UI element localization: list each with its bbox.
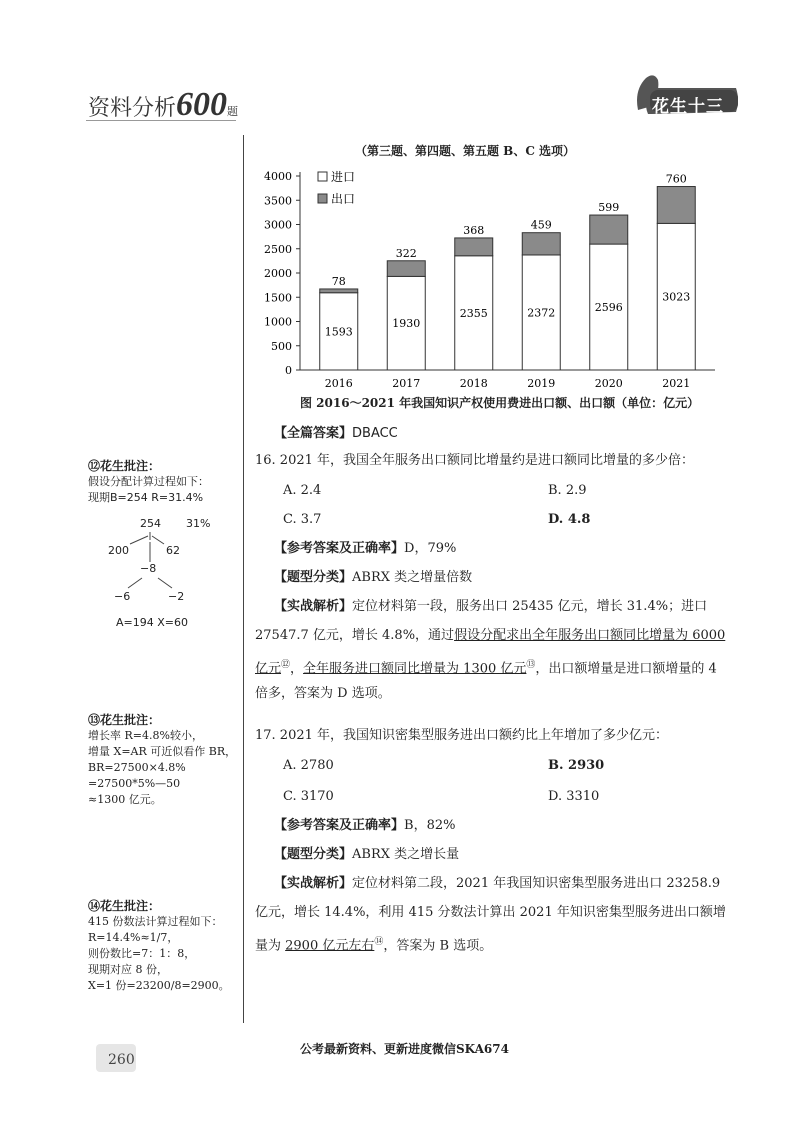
tree-value-minus8: −8 [140, 562, 157, 575]
bar-label-export: 760 [665, 172, 687, 186]
q17-stem: 17. 2021 年，我国知识密集型服务进出口额约比上年增加了多少亿元： [255, 728, 669, 743]
y-tick-label: 3500 [264, 194, 292, 208]
q16-analysis-text2b: 假设分配求出全年服务出口额同比增量为 6000 [454, 628, 726, 643]
bar-label-export: 459 [530, 218, 552, 232]
margin-rule [243, 135, 244, 1023]
legend-swatch-import [318, 172, 327, 181]
q17-analysis-text3b: 2900 亿元左右 [285, 938, 375, 954]
x-tick-label: 2016 [324, 377, 353, 390]
q16-stem: 16. 2021 年，我国全年服务出口额同比增量约是进口额同比增量的多少倍： [255, 453, 695, 468]
note-13-line: =27500*5%—50 [88, 777, 181, 790]
bar-label-export: 368 [463, 223, 485, 237]
y-tick-label: 4000 [264, 170, 292, 183]
q16-ref-label: 【参考答案及正确率】 [274, 541, 405, 556]
page-number: 260 [108, 1052, 135, 1068]
note-14-line: R=14.4%≈1/7， [88, 931, 179, 944]
bar-export [590, 215, 628, 244]
note-13-title: ⑬花生批注： [88, 713, 161, 727]
bar-label-import: 1930 [392, 317, 421, 331]
q17-analysis-line3 [255, 928, 492, 960]
note-13-line: 增长率 R=4.8%较小， [88, 729, 203, 742]
full-answers-value: DBACC [352, 426, 398, 441]
bar-export [455, 238, 493, 256]
q16-analysis-text3a: 亿元 [255, 661, 282, 677]
x-tick-label: 2018 [459, 377, 488, 390]
bar-label-import: 3023 [662, 290, 691, 304]
q17-analysis-text1: 定位材料第二段，2021 年我国知识密集型服务进出口 23258.9 [352, 876, 721, 891]
q17-analysis-label: 【实战解析】 [274, 876, 353, 891]
bar-export [320, 289, 358, 293]
note-12 [88, 458, 209, 506]
note-12-line: 假设分配计算过程如下： [88, 475, 209, 488]
note-12-title: ⑫花生批注： [88, 459, 161, 473]
q17-type-label: 【题型分类】 [274, 847, 353, 862]
y-tick-label: 3000 [264, 218, 292, 232]
legend-label-import: 进口 [331, 170, 356, 184]
y-tick-label: 2500 [264, 242, 292, 256]
tree-value-31pct: 31% [186, 517, 211, 530]
tree-value-62: 62 [166, 544, 180, 557]
tree-value-200: 200 [108, 544, 129, 557]
legend-label-export: 出口 [331, 192, 356, 206]
header-rule [86, 120, 236, 121]
footer-text: 公考最新资料、更新进度微信SKA674 [300, 1042, 509, 1056]
q16-ref-value: D，79% [404, 541, 457, 556]
tree-result: A=194 X=60 [116, 616, 188, 629]
y-tick-label: 2000 [264, 267, 292, 280]
q16-option-a: A. 2.4 [283, 483, 322, 498]
note-12-line: 现期B=254 R=31.4% [88, 491, 204, 504]
book-suffix: 题 [227, 105, 239, 118]
q16-analysis-line4: 倍多，答案为 D 选项。 [255, 686, 391, 701]
q16-type-label: 【题型分类】 [274, 570, 353, 585]
q17-analysis-text3c: ，答案为 B 选项。 [383, 938, 493, 954]
allocation-tree-diagram [100, 512, 240, 630]
q16-note-ref-12: ⑫ [281, 660, 291, 670]
note-14 [88, 898, 230, 994]
q16-option-b: B. 2.9 [548, 483, 587, 498]
q17-option-d: D. 3310 [548, 789, 600, 804]
bar-label-import: 1593 [324, 325, 353, 339]
note-14-line: 现期对应 8 份， [88, 963, 168, 976]
q16-type-value: ABRX 类之增量倍数 [352, 570, 473, 585]
q17-type-value: ABRX 类之增长量 [352, 847, 460, 862]
q17-option-c: C. 3170 [283, 789, 334, 804]
bar-label-export: 78 [331, 274, 346, 288]
q17-type [274, 841, 459, 869]
chart-caption-top: （第三题、第四题、第五题 B、C 选项） [355, 144, 576, 158]
tree-value-254: 254 [140, 517, 161, 530]
book-number: 600 [176, 86, 228, 123]
note-14-line: 则份数比=7：1：8， [88, 947, 196, 960]
y-tick-label: 1000 [264, 315, 292, 329]
bar-export [522, 233, 560, 255]
book-title-text: 资料分析 [88, 96, 177, 121]
y-tick-label: 1500 [264, 291, 292, 305]
x-tick-label: 2019 [527, 377, 556, 390]
q16-analysis-text1: 定位材料第一段，服务出口 25435 亿元，增长 31.4%；进口 [352, 599, 708, 614]
y-tick-label: 500 [271, 339, 292, 353]
note-14-line: 415 份数法计算过程如下： [88, 915, 223, 928]
book-title [88, 86, 238, 124]
tree-value-minus6: −6 [114, 590, 131, 603]
y-tick-label: 0 [285, 364, 292, 377]
q16-type [274, 564, 472, 592]
bars [320, 173, 696, 390]
bar-label-import: 2372 [527, 306, 556, 320]
bar-label-export: 322 [395, 246, 417, 260]
q16-option-c: C. 3.7 [283, 512, 322, 527]
note-13-line: ≈1300 亿元。 [88, 793, 162, 806]
bar-export [657, 187, 695, 224]
x-tick-label: 2020 [594, 377, 623, 390]
full-answers-line [274, 420, 398, 448]
q16-analysis-line1 [274, 593, 707, 621]
q16-note-ref-13: ⑬ [526, 660, 536, 670]
note-13-line: 增量 X=AR 可近似看作 BR， [88, 745, 237, 758]
bar-chart [255, 160, 725, 392]
note-14-title: ⑭花生批注： [88, 899, 161, 913]
full-answers-label: 【全篇答案】 [274, 426, 353, 441]
logo-text: 花生十三 [652, 97, 724, 117]
tree-value-minus2: −2 [168, 590, 185, 603]
bar-label-export: 599 [598, 201, 620, 215]
bar-label-import: 2596 [594, 301, 623, 315]
q16-analysis-text3b: ， [290, 661, 304, 677]
bar-export [387, 261, 425, 277]
q16-analysis-line2 [255, 622, 725, 650]
q17-ref-label: 【参考答案及正确率】 [274, 818, 405, 833]
x-tick-label: 2021 [662, 377, 691, 390]
q17-ref-value: B，82% [404, 818, 456, 833]
q16-option-d: D. 4.8 [548, 512, 591, 527]
q17-note-ref-14: ⑭ [374, 937, 384, 947]
bar-label-import: 2355 [459, 306, 488, 320]
q16-analysis-label: 【实战解析】 [274, 599, 353, 614]
q17-analysis-line2: 亿元，增长 14.4%，利用 415 分数法计算出 2021 年知识密集型服务进出口额增 [255, 905, 726, 920]
q17-option-a: A. 2780 [283, 758, 334, 773]
chart-legend [318, 169, 355, 206]
legend-swatch-export [318, 194, 327, 203]
q17-analysis-text3a: 量为 [255, 938, 286, 954]
q16-analysis-line3 [255, 651, 717, 683]
note-14-line: X=1 份=23200/8=2900。 [88, 979, 230, 992]
q17-ref-answer [274, 812, 455, 840]
q16-analysis-text3d: ，出口额增量是进口额增量的 4 [535, 661, 717, 677]
q17-option-b: B. 2930 [548, 758, 605, 773]
q16-ref-answer [274, 535, 456, 563]
q16-analysis-text2a: 27547.7 亿元，增长 4.8%，通过 [255, 628, 455, 643]
q16-analysis-text3c: 全年服务进口额同比增量为 1300 亿元 [303, 661, 527, 677]
q17-analysis-line1 [274, 870, 720, 898]
x-tick-label: 2017 [392, 377, 421, 390]
note-13-line: BR=27500×4.8% [88, 761, 186, 774]
chart-caption-bottom: 图 2016～2021 年我国知识产权使用费进出口额、出口额（单位：亿元） [300, 396, 700, 410]
note-13 [88, 712, 236, 808]
